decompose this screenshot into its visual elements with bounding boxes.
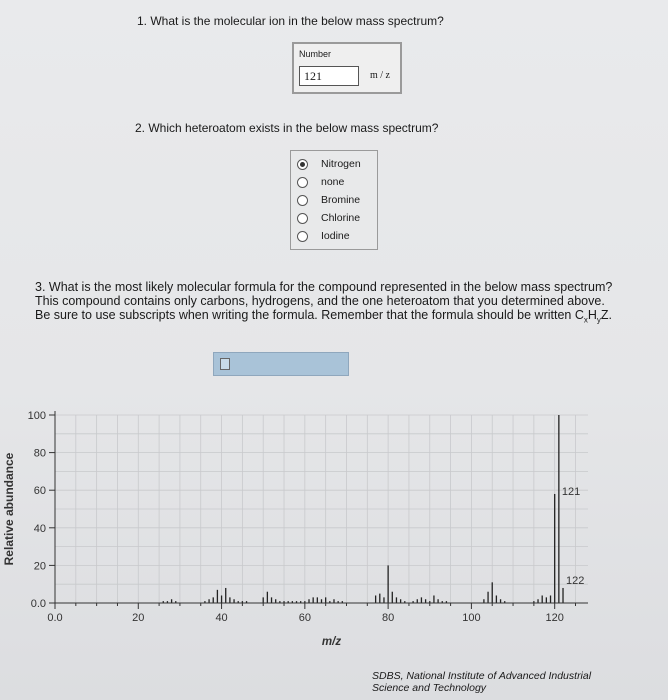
chart-grid (55, 415, 588, 603)
formula-h: H (587, 308, 597, 322)
molecular-ion-answer-box (292, 42, 402, 94)
y-tick-label: 60 (33, 485, 46, 498)
chart-labels (2, 410, 584, 648)
y-tick-label: 100 (27, 410, 46, 422)
option-chlorine[interactable] (297, 209, 360, 227)
option-none[interactable] (297, 173, 344, 191)
peak-label: 121 (561, 486, 581, 498)
text-cursor-icon (220, 358, 230, 370)
mass-spectrum-chart (0, 395, 668, 655)
x-tick-label: 0.0 (47, 612, 63, 624)
radio-iodine[interactable] (297, 231, 308, 242)
question-3-line-3 (35, 308, 612, 328)
x-tick-label: 60 (298, 612, 311, 624)
option-label: none (321, 176, 345, 188)
radio-chlorine[interactable] (297, 213, 308, 224)
peak-label: 122 (566, 574, 585, 587)
heteroatom-options (290, 150, 378, 250)
y-tick-label: 20 (33, 560, 46, 573)
x-axis-title: m/z (321, 636, 342, 648)
radio-nitrogen[interactable] (297, 159, 308, 170)
option-label: Iodine (321, 230, 350, 242)
credit-line-1: SDBS, National Institute of Advanced Industrial (372, 670, 592, 682)
question-3-line-1: 3. What is the most likely molecular formula for the compound represented in the below mass spectrum? (35, 280, 613, 294)
x-tick-label: 80 (382, 612, 395, 624)
y-axis-title: Relative abundance (2, 452, 16, 566)
x-tick-label: 100 (462, 612, 481, 624)
y-tick-label: 80 (33, 447, 46, 460)
x-tick-label: 20 (132, 612, 145, 624)
y-tick-label: 40 (33, 522, 46, 535)
option-bromine[interactable] (297, 191, 360, 209)
option-label: Chlorine (321, 212, 361, 224)
subscript-x: x (583, 315, 588, 325)
question-3-line-2: This compound contains only carbons, hydrogens, and the one heteroatom that you determined above. (35, 294, 605, 308)
formula-answer-input[interactable] (213, 352, 349, 376)
formula-z: Z. (600, 308, 613, 322)
credit-line-2: Science and Technology (372, 682, 487, 694)
radio-none[interactable] (297, 177, 308, 188)
number-field-label: Number (299, 49, 332, 59)
y-tick-label: 0.0 (30, 598, 46, 610)
option-iodine[interactable] (297, 227, 350, 245)
x-tick-label: 120 (545, 612, 564, 624)
molecular-ion-input[interactable]: 121 (299, 66, 359, 86)
question-1-text: 1. What is the molecular ion in the below mass spectrum? (137, 14, 444, 28)
option-label: Bromine (321, 194, 361, 206)
radio-bromine[interactable] (297, 195, 308, 206)
x-tick-label: 40 (215, 612, 228, 624)
option-label: Nitrogen (321, 158, 361, 170)
subscript-y: y (596, 315, 601, 325)
option-nitrogen[interactable] (297, 155, 361, 173)
question-2-text: 2. Which heteroatom exists in the below mass spectrum? (135, 121, 439, 135)
formula-instruction: Be sure to use subscripts when writing the formula. Remember that the formula should be written C (35, 308, 584, 322)
chart-axes (49, 411, 588, 609)
mz-unit-label: m / z (370, 70, 390, 81)
